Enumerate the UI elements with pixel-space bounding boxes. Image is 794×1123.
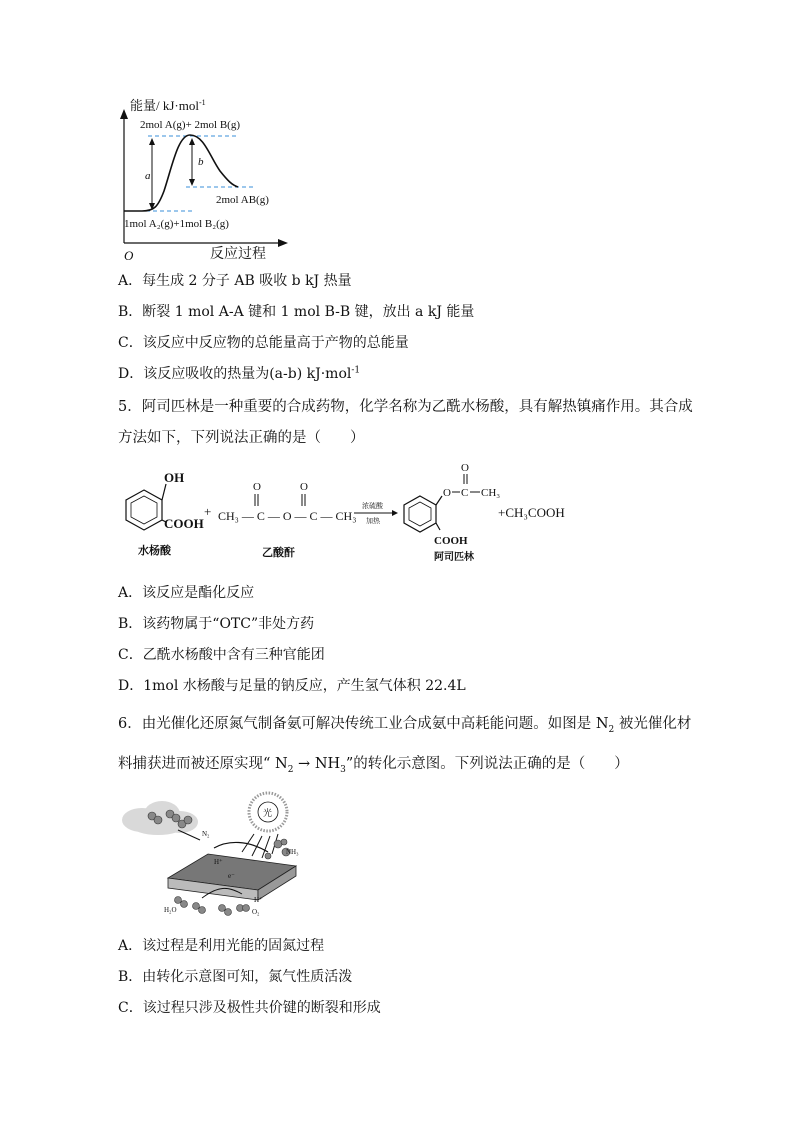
aspirin-o: O <box>443 487 451 499</box>
electron-path-top <box>214 842 268 852</box>
oxygen-molecules <box>237 905 250 912</box>
aspirin-name: 阿司匹林 <box>434 552 474 563</box>
salicylic-cooh: COOH <box>164 516 204 531</box>
q6-option-c: C．该过程只涉及极性共价键的断裂和形成 <box>118 1000 381 1016</box>
aspirin-ch3: CH₃ <box>481 487 501 499</box>
electron-label: e⁻ <box>228 872 235 880</box>
y-axis-arrow <box>120 109 128 119</box>
q6-stem-line2: 料捕获进而被还原实现“ $N_2 \to NH_3$”的转化示意图。下列说法正确的是（ ） <box>118 756 629 775</box>
q5-option-d: D．1mol 水杨酸与足量的钠反应，产生氢气体积 22.4L <box>118 678 466 694</box>
q4-option-a: A．每生成 2 分子 AB 吸收 b kJ 热量 <box>118 273 352 289</box>
q4-option-b: B．断裂 1 mol A-A 键和 1 mol B-B 键，放出 a kJ 能量 <box>118 304 475 320</box>
n2-label: N₂ <box>202 830 210 838</box>
anhydride-formula: CH₃ — C — O — C — CH₃ <box>218 509 357 523</box>
aspirin-cooh: COOH <box>434 535 468 547</box>
reaction-arrow-head <box>392 510 398 516</box>
arrow-a-head-up <box>149 138 155 145</box>
q4-option-d: D．该反应吸收的热量为(a-b) kJ·mol$^{-1}$ <box>118 365 361 382</box>
sun-label: 光 <box>263 808 273 818</box>
photocatalysis-diagram <box>118 790 318 920</box>
energy-diagram <box>118 95 298 265</box>
aspirin-synthesis-scheme <box>118 460 588 570</box>
reactant-level-label: 1mol A₂(g)+1mol B₂(g) <box>124 218 229 230</box>
arrow-condition-top: 浓硫酸 <box>362 502 383 510</box>
q4-option-c: C．该反应中反应物的总能量高于产物的总能量 <box>118 335 409 351</box>
product-level-label: 2mol AB(g) <box>216 194 269 206</box>
arrow-b-label: b <box>198 156 204 168</box>
anhydride-o2: O <box>300 481 308 493</box>
origin-label: O <box>124 248 134 263</box>
aspirin-c: C <box>461 487 469 499</box>
water-molecules <box>175 897 232 916</box>
h2o-label: H₂O <box>164 906 177 914</box>
q6-option-a: A．该过程是利用光能的固氮过程 <box>118 938 325 954</box>
q5-option-a: A．该反应是酯化反应 <box>118 585 255 601</box>
q5-option-b: B．该药物属于“OTC”非处方药 <box>118 616 315 632</box>
top-level-label: 2mol A(g)+ 2mol B(g) <box>140 119 241 131</box>
aspirin-structure <box>404 474 480 532</box>
salicylic-oh: OH <box>164 470 185 485</box>
y-axis-label: 能量/ kJ·mol$^{-1}$ <box>130 98 206 113</box>
salicylic-name: 水杨酸 <box>138 545 171 557</box>
byproduct: +CH₃COOH <box>498 505 565 520</box>
plus-sign: + <box>204 504 212 519</box>
h-plus-label-2: H⁺ <box>254 896 263 904</box>
q6-option-b: B．由转化示意图可知，氮气性质活泼 <box>118 969 353 985</box>
light-rays <box>242 834 278 858</box>
salicylic-acid-structure <box>126 484 166 530</box>
q5-stem-line2: 方法如下，下列说法正确的是（ ） <box>118 430 365 446</box>
arrow-b-head-down <box>189 179 195 186</box>
arrow-condition-bottom: 加热 <box>366 517 380 525</box>
anhydride-name: 乙酸酐 <box>262 547 295 559</box>
h-plus-label-1: H⁺ <box>214 858 223 866</box>
q6-stem-line1: 6．由光催化还原氮气制备氨可解决传统工业合成氨中高耗能问题。如图是 $N_2$ 被光催化材 <box>118 716 692 735</box>
arrow-a-head-down <box>149 203 155 210</box>
q5-stem-line1: 5．阿司匹林是一种重要的合成药物，化学名称为乙酰水杨酸，具有解热镇痛作用。其合成 <box>118 399 693 415</box>
arrow-b-head-up <box>189 138 195 145</box>
x-axis-arrow <box>278 239 288 247</box>
arrow-a-label: a <box>145 170 151 182</box>
x-axis-label: 反应过程 <box>210 247 266 262</box>
nh3-label: NH₃ <box>286 848 299 856</box>
aspirin-carbonyl-o: O <box>461 462 469 474</box>
anhydride-o1: O <box>253 481 261 493</box>
o2-label: O₂ <box>252 908 260 916</box>
q5-option-c: C．乙酰水杨酸中含有三种官能团 <box>118 647 325 663</box>
